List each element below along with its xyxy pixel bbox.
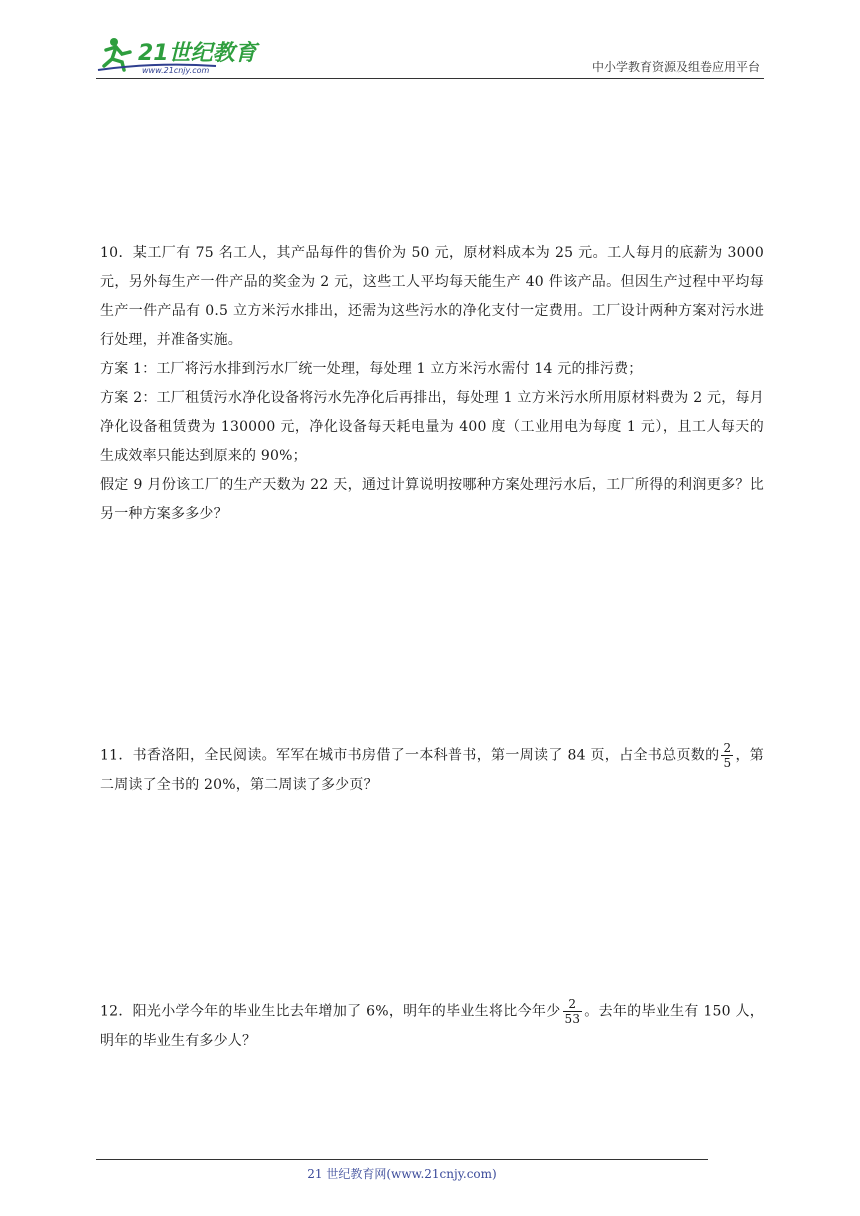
fraction-denominator: 53 <box>564 1012 581 1026</box>
question-11-part2: ，第二周读了全书的 20%，第二周读了多少页？ <box>100 747 764 793</box>
logo-text: 21世纪教育 <box>138 41 257 66</box>
question-11-text <box>100 741 764 800</box>
question-10-ask: 假定 9 月份该工厂的生产天数为 22 天，通过计算说明按哪种方案处理污水后，工厂所得的利润更多？比另一种方案多多少？ <box>100 477 764 522</box>
question-10-plan-2: 方案 2：工厂租赁污水净化设备将污水先净化后再排出，每处理 1 立方米污水所用原材料费为 2 元，每月净化设备租赁费为 130000 元，净化设备每天耗电量为 400 度（工业用电为每度 1 元），且工人每天的生成效率只能达到原来的 90%； <box>100 390 764 464</box>
question-12-text <box>100 997 764 1056</box>
fraction-two-fifths <box>721 741 733 770</box>
question-12-part1: 12．阳光小学今年的毕业生比去年增加了 6%，明年的毕业生将比今年少 <box>100 1003 561 1020</box>
fraction-numerator: 2 <box>563 997 583 1012</box>
platform-name: 中小学教育资源及组卷应用平台 <box>591 60 760 74</box>
footer-link[interactable]: 21 世纪教育网(www.21cnjy.com) <box>307 1167 497 1181</box>
site-logo[interactable] <box>96 32 266 76</box>
logo-url-text: www.21cnjy.com <box>142 66 210 75</box>
page-header <box>96 30 764 79</box>
question-10 <box>100 239 764 529</box>
question-10-stem: 10．某工厂有 75 名工人，其产品每件的售价为 50 元，原材料成本为 25 元。工人每月的底薪为 3000 元，另外每生产一件产品的奖金为 2 元，这些工人平均每天能生产 40 件该产品。但因生产过程中平均每生产一件产品有 0.5 立方米污水排出，还需为这些污水的净化支付一定费用。工厂设计两种方案对污水进行处理，并准备实施。 <box>100 245 764 348</box>
fraction-numerator: 2 <box>723 741 732 755</box>
question-10-plan-1: 方案 1：工厂将污水排到污水厂统一处理，每处理 1 立方米污水需付 14 元的排污费； <box>100 361 643 377</box>
fraction-denominator: 5 <box>723 756 732 770</box>
footer-divider <box>96 1159 708 1160</box>
question-12 <box>100 997 764 1056</box>
fraction-two-fifty-thirds <box>563 997 583 1026</box>
question-11 <box>100 741 764 800</box>
question-11-part1: 11．书香洛阳，全民阅读。军军在城市书房借了一本科普书，第一周读了 84 页，占全书总页数的 <box>100 747 720 764</box>
runner-logo-icon <box>96 32 266 76</box>
question-12-part2: 。去年的毕业生有 150 人，明年的毕业生有多少人？ <box>100 1003 764 1049</box>
